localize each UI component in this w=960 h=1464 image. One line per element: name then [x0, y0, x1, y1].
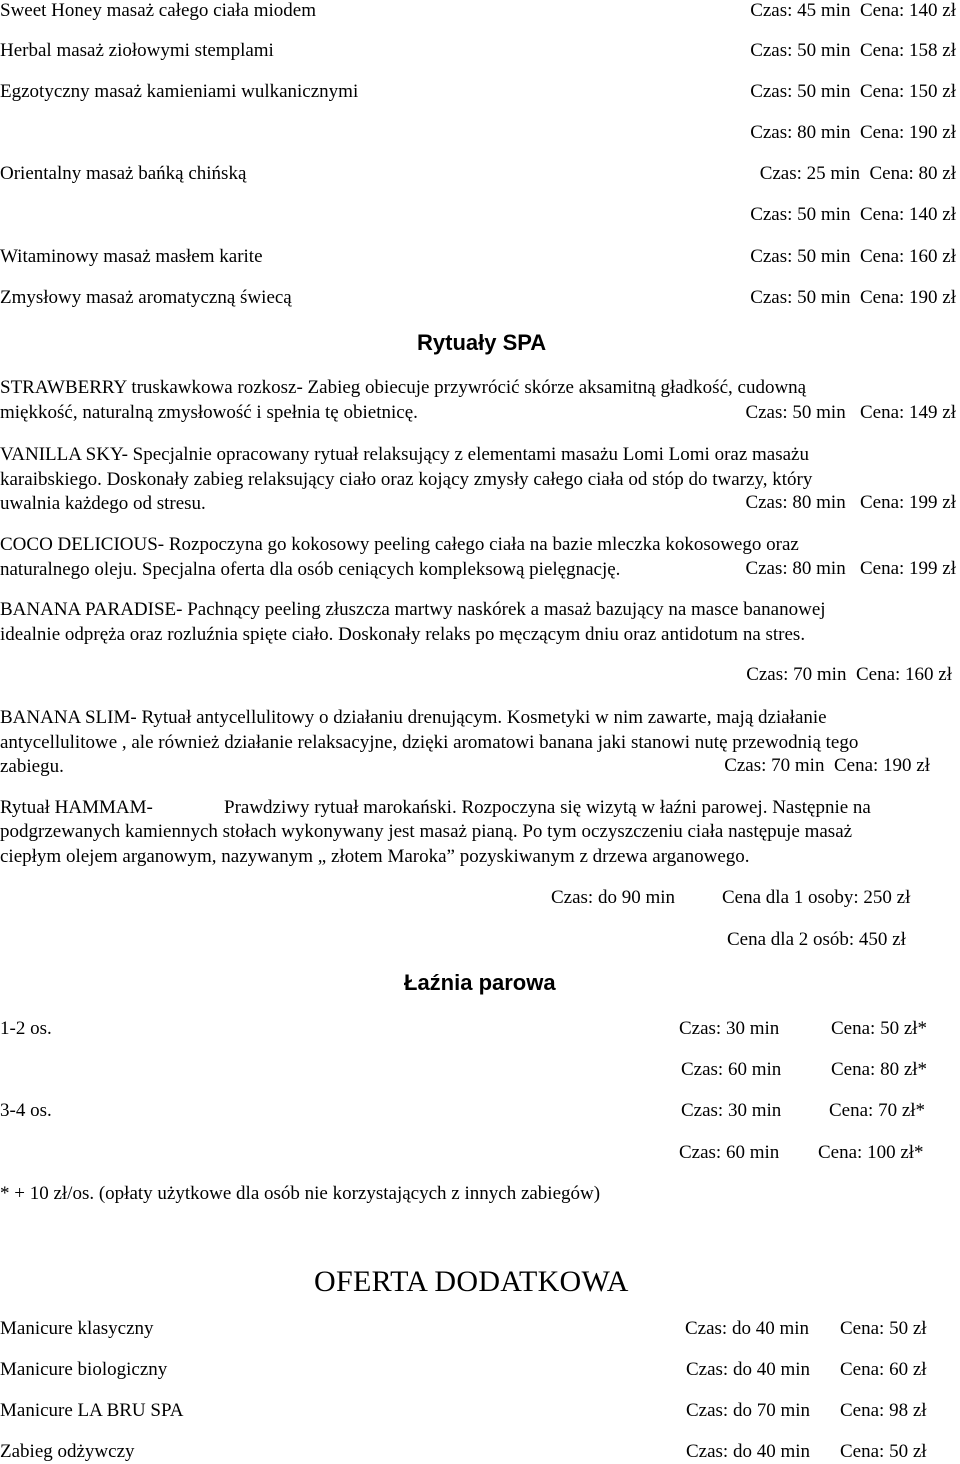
steam-price: Cena: 100 zł*: [818, 1142, 924, 1163]
massage-time: Czas: 50 min: [750, 204, 851, 225]
ritual-price: Cena: 199 zł: [859, 492, 956, 513]
steam-time: Czas: 60 min: [679, 1142, 780, 1163]
ritual-price: Cena: 190 zł: [833, 755, 930, 776]
hammam-time: Czas: do 90 min: [551, 887, 676, 908]
massage-price: Cena: 140 zł: [859, 204, 956, 225]
steam-price: Cena: 70 zł*: [829, 1100, 926, 1121]
rituals-heading: Rytuały SPA: [417, 330, 547, 355]
massage-time: Czas: 45 min: [750, 0, 851, 21]
massage-time: Czas: 50 min: [750, 287, 851, 308]
massage-time: Czas: 80 min: [750, 122, 851, 143]
extra-time: Czas: do 40 min: [686, 1359, 811, 1380]
ritual-time: Czas: 80 min: [745, 558, 846, 579]
extra-time: Czas: do 40 min: [686, 1441, 811, 1462]
ritual-time-price: [746, 664, 952, 686]
massage-name: Witaminowy masaż masłem karite: [0, 246, 263, 267]
ritual-time-price: [745, 558, 956, 580]
massage-price: Cena: 160 zł: [859, 246, 956, 267]
ritual-price: Cena: 160 zł: [855, 664, 952, 685]
ritual-price: Cena: 199 zł: [859, 558, 956, 579]
ritual-description: naturalnego oleju. Specjalna oferta dla osób ceniących kompleksową pielęgnację.: [0, 558, 621, 580]
massage-time: Czas: 50 min: [750, 40, 851, 61]
massage-name: Zmysłowy masaż aromatyczną świecą: [0, 287, 292, 308]
massage-name: Egzotyczny masaż kamieniami wulkanicznymi: [0, 81, 359, 102]
extra-price: Cena: 50 zł: [840, 1441, 927, 1462]
extra-price: Cena: 60 zł: [840, 1359, 927, 1380]
hammam-description: podgrzewanych kamiennych stołach wykonywany jest masaż pianą. Po tym oczyszczeniu ciała następuje masaż: [0, 821, 853, 842]
ritual-description: antycellulitowe , ale również działanie relaksacyjne, dzięki aromatowi banana jaki stanowi nutę przewodnią tego: [0, 731, 859, 753]
hammam-description: ciepłym olejem arganowym, nazywanym „ złotem Maroka” pozyskiwanym z drzewa arganowego.: [0, 846, 750, 867]
extra-price: Cena: 50 zł: [840, 1318, 927, 1339]
steam-time: Czas: 60 min: [681, 1059, 782, 1080]
ritual-description: STRAWBERRY truskawkowa rozkosz- Zabieg obiecuje przywrócić skórze aksamitną gładkość, cudowną: [0, 377, 807, 398]
ritual-description: karaibskiego. Doskonały zabieg relaksujący ciało oraz kojący zmysły całego ciała od stóp do twarzy, który: [0, 468, 813, 490]
extra-name: Zabieg odżywczy: [0, 1441, 135, 1462]
steam-heading: Łaźnia parowa: [404, 970, 556, 995]
hammam-price-1: Cena dla 1 osoby: 250 zł: [722, 887, 911, 908]
massage-price: Cena: 158 zł: [859, 40, 956, 61]
extra-heading: OFERTA DODATKOWA: [314, 1265, 629, 1298]
ritual-description: BANANA PARADISE- Pachnący peeling złuszcza martwy naskórek a masaż bazujący na masce bananowej: [0, 599, 826, 620]
massage-time-price: [760, 163, 956, 185]
massage-price: Cena: 140 zł: [859, 0, 956, 21]
massage-price: Cena: 150 zł: [859, 81, 956, 102]
extra-time: Czas: do 70 min: [686, 1400, 811, 1421]
massage-time: Czas: 50 min: [750, 81, 851, 102]
ritual-description: zabiegu.: [0, 756, 64, 777]
massage-name: Orientalny masaż bańką chińską: [0, 163, 247, 184]
ritual-time: Czas: 70 min: [746, 664, 847, 685]
ritual-time-price: [745, 492, 956, 514]
ritual-description: COCO DELICIOUS- Rozpoczyna go kokosowy peeling całego ciała na bazie mleczka kokosowego oraz: [0, 534, 799, 555]
massage-time-price: [750, 40, 956, 62]
hammam-price-2: Cena dla 2 osób: 450 zł: [727, 929, 906, 950]
ritual-description: VANILLA SKY- Specjalnie opracowany rytuał relaksujący z elementami masażu Lomi Lomi oraz masażu: [0, 444, 809, 465]
massage-time: Czas: 25 min: [759, 163, 860, 184]
steam-price: Cena: 50 zł*: [831, 1018, 928, 1039]
massage-time-price: [750, 204, 956, 226]
massage-time-price: [750, 287, 956, 309]
ritual-price: Cena: 149 zł: [859, 402, 956, 423]
extra-name: Manicure biologiczny: [0, 1359, 168, 1380]
extra-name: Manicure klasyczny: [0, 1318, 154, 1339]
ritual-time-price: [745, 402, 956, 424]
steam-people: 3-4 os.: [0, 1100, 52, 1121]
massage-price: Cena: 190 zł: [859, 287, 956, 308]
massage-name: Herbal masaż ziołowymi stemplami: [0, 40, 274, 61]
ritual-description: uwalnia każdego od stresu.: [0, 493, 206, 514]
ritual-description: miękkość, naturalną zmysłowość i spełnia tę obietnicę.: [0, 401, 418, 423]
ritual-time-price: [724, 755, 930, 777]
steam-note: * + 10 zł/os. (opłaty użytkowe dla osób nie korzystających z innych zabiegów): [0, 1183, 601, 1204]
massage-time-price: [750, 246, 956, 268]
massage-price: Cena: 190 zł: [859, 122, 956, 143]
massage-time-price: [750, 81, 956, 103]
steam-people: 1-2 os.: [0, 1018, 52, 1039]
massage-time-price: [750, 0, 956, 22]
ritual-banana-paradise: [0, 598, 958, 647]
ritual-description: idealnie odpręża oraz rozluźnia spięte ciało. Doskonały relaks po męczącym dniu oraz antidotum na stres.: [0, 623, 806, 645]
hammam-title: Rytuał HAMMAM-: [0, 797, 153, 818]
extra-price: Cena: 98 zł: [840, 1400, 927, 1421]
ritual-time: Czas: 50 min: [745, 402, 846, 423]
ritual-time: Czas: 80 min: [745, 492, 846, 513]
steam-time: Czas: 30 min: [679, 1018, 780, 1039]
ritual-description: BANANA SLIM- Rytuał antycellulitowy o działaniu drenującym. Kosmetyki w nim zawarte, mają działanie: [0, 707, 827, 728]
steam-time: Czas: 30 min: [681, 1100, 782, 1121]
massage-price: Cena: 80 zł: [869, 163, 956, 184]
massage-name: Sweet Honey masaż całego ciała miodem: [0, 0, 317, 21]
hammam-description: Prawdziwy rytuał marokański. Rozpoczyna się wizytą w łaźni parowej. Następnie na: [224, 797, 871, 818]
massage-time: Czas: 50 min: [750, 246, 851, 267]
massage-time-price: [750, 122, 956, 144]
extra-time: Czas: do 40 min: [685, 1318, 810, 1339]
steam-price: Cena: 80 zł*: [831, 1059, 928, 1080]
ritual-time: Czas: 70 min: [724, 755, 825, 776]
extra-name: Manicure LA BRU SPA: [0, 1400, 184, 1421]
